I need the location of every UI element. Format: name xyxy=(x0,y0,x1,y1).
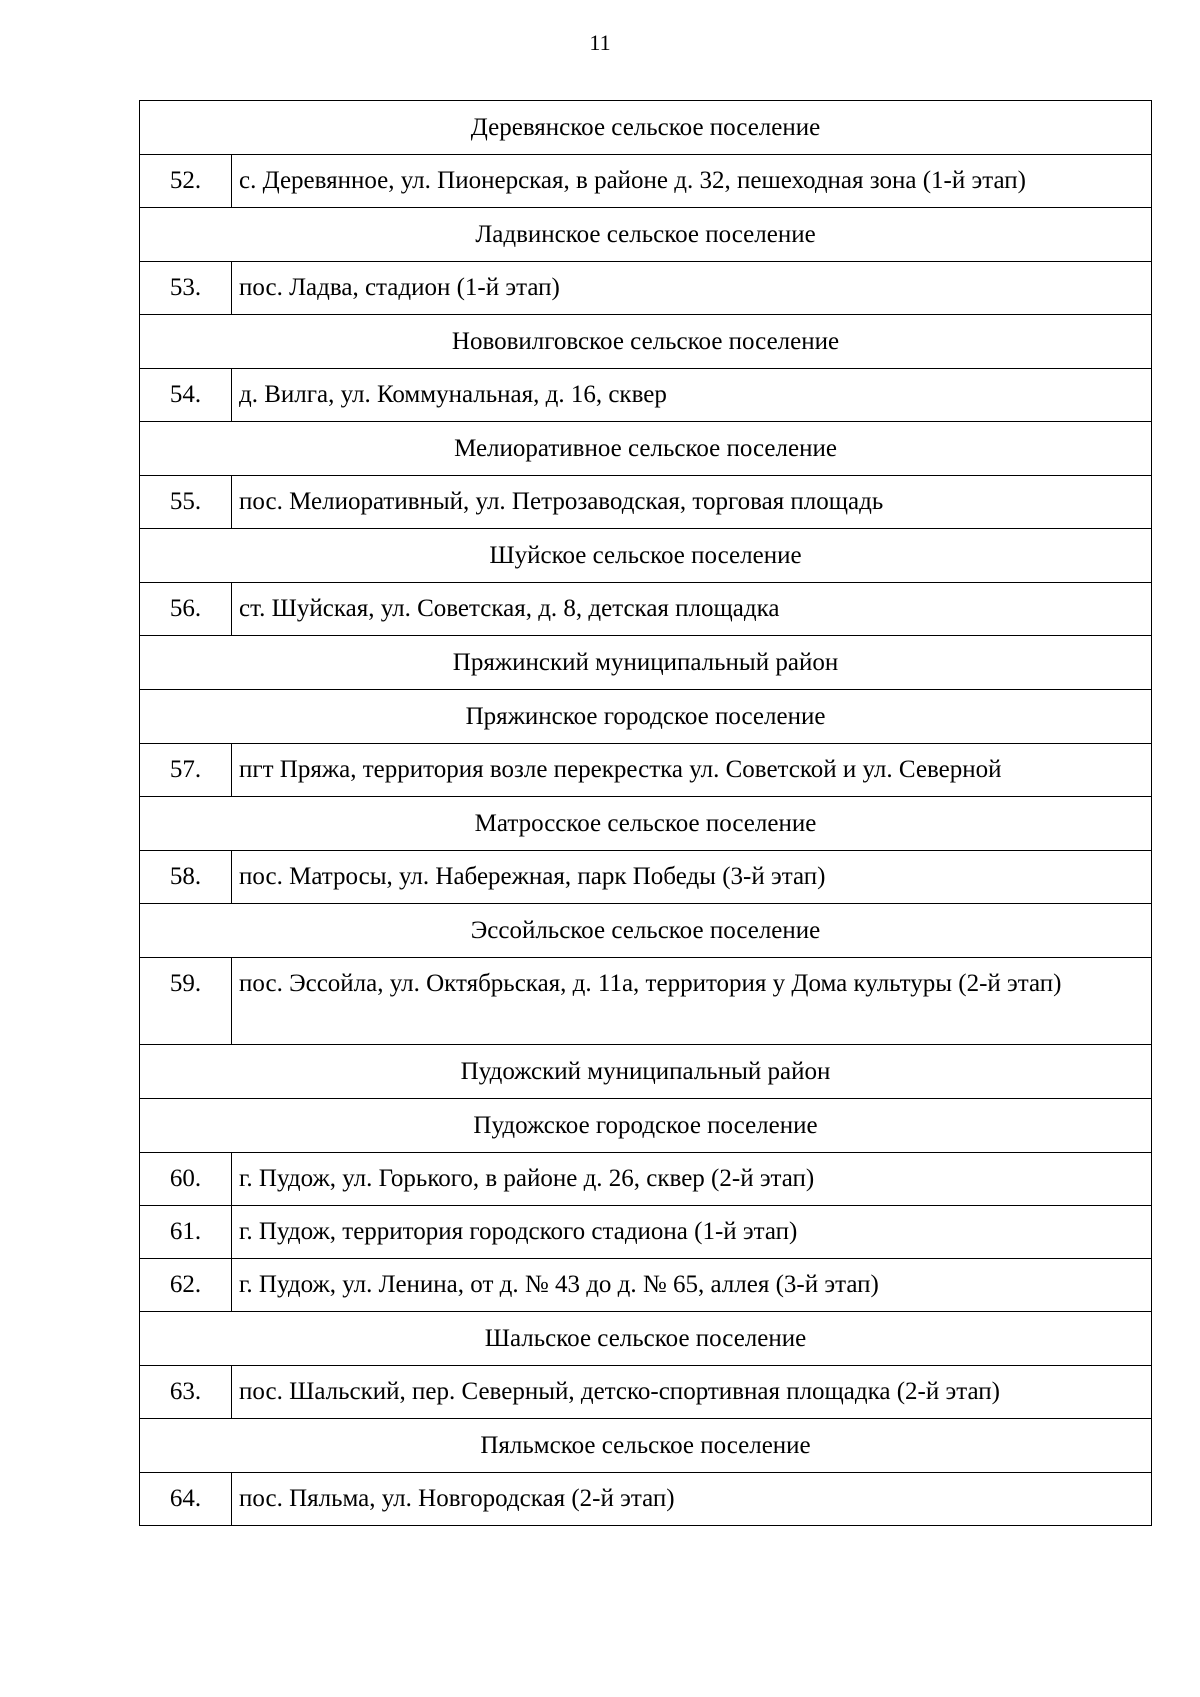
row-location: пос. Ладва, стадион (1-й этап) xyxy=(232,262,1152,315)
section-header: Ладвинское сельское поселение xyxy=(140,208,1152,262)
section-header: Пудожский муниципальный район xyxy=(140,1045,1152,1099)
section-header-row xyxy=(140,1099,1152,1153)
row-location: ст. Шуйская, ул. Советская, д. 8, детская площадка xyxy=(232,583,1152,636)
table-row xyxy=(140,369,1152,422)
section-header-row xyxy=(140,636,1152,690)
section-header-row xyxy=(140,690,1152,744)
row-number: 54. xyxy=(140,369,232,422)
row-location: пос. Шальский, пер. Северный, детско-спортивная площадка (2-й этап) xyxy=(232,1366,1152,1419)
row-number: 63. xyxy=(140,1366,232,1419)
row-location: с. Деревянное, ул. Пионерская, в районе д. 32, пешеходная зона (1-й этап) xyxy=(232,155,1152,208)
row-location: пос. Мелиоративный, ул. Петрозаводская, торговая площадь xyxy=(232,476,1152,529)
table-row xyxy=(140,583,1152,636)
section-header: Матросское сельское поселение xyxy=(140,797,1152,851)
row-location: пос. Пяльма, ул. Новгородская (2-й этап) xyxy=(232,1473,1152,1526)
table-row xyxy=(140,1206,1152,1259)
table-row xyxy=(140,851,1152,904)
section-header-row xyxy=(140,1312,1152,1366)
section-header: Нововилговское сельское поселение xyxy=(140,315,1152,369)
table-row xyxy=(140,1473,1152,1526)
section-header-row xyxy=(140,1045,1152,1099)
row-location: г. Пудож, ул. Горького, в районе д. 26, сквер (2-й этап) xyxy=(232,1153,1152,1206)
section-header-row xyxy=(140,1419,1152,1473)
section-header: Пяльмское сельское поселение xyxy=(140,1419,1152,1473)
settlements-table-body xyxy=(140,101,1152,1526)
table-row xyxy=(140,1259,1152,1312)
table-row xyxy=(140,476,1152,529)
settlements-table xyxy=(139,100,1152,1526)
section-header-row xyxy=(140,904,1152,958)
section-header-row xyxy=(140,315,1152,369)
section-header-row xyxy=(140,101,1152,155)
section-header: Пряжинское городское поселение xyxy=(140,690,1152,744)
section-header: Шуйское сельское поселение xyxy=(140,529,1152,583)
row-location: пос. Эссойла, ул. Октябрьская, д. 11а, территория у Дома культуры (2-й этап) xyxy=(232,958,1152,1045)
row-number: 53. xyxy=(140,262,232,315)
section-header: Мелиоративное сельское поселение xyxy=(140,422,1152,476)
row-number: 60. xyxy=(140,1153,232,1206)
row-location: г. Пудож, ул. Ленина, от д. № 43 до д. № 65, аллея (3-й этап) xyxy=(232,1259,1152,1312)
row-location: г. Пудож, территория городского стадиона (1-й этап) xyxy=(232,1206,1152,1259)
table-row xyxy=(140,744,1152,797)
row-number: 52. xyxy=(140,155,232,208)
table-row xyxy=(140,1153,1152,1206)
section-header: Шальское сельское поселение xyxy=(140,1312,1152,1366)
row-number: 56. xyxy=(140,583,232,636)
section-header-row xyxy=(140,797,1152,851)
row-number: 58. xyxy=(140,851,232,904)
row-location: пгт Пряжа, территория возле перекрестка ул. Советской и ул. Северной xyxy=(232,744,1152,797)
row-number: 64. xyxy=(140,1473,232,1526)
section-header: Деревянское сельское поселение xyxy=(140,101,1152,155)
table-row xyxy=(140,262,1152,315)
row-number: 57. xyxy=(140,744,232,797)
page-number: 11 xyxy=(589,30,611,55)
section-header-row xyxy=(140,422,1152,476)
row-number: 55. xyxy=(140,476,232,529)
table-row xyxy=(140,1366,1152,1419)
row-location: д. Вилга, ул. Коммунальная, д. 16, сквер xyxy=(232,369,1152,422)
section-header: Эссойльское сельское поселение xyxy=(140,904,1152,958)
row-number: 62. xyxy=(140,1259,232,1312)
section-header-row xyxy=(140,529,1152,583)
row-location: пос. Матросы, ул. Набережная, парк Победы (3-й этап) xyxy=(232,851,1152,904)
table-row xyxy=(140,958,1152,1045)
row-number: 61. xyxy=(140,1206,232,1259)
table-row xyxy=(140,155,1152,208)
section-header-row xyxy=(140,208,1152,262)
section-header: Пряжинский муниципальный район xyxy=(140,636,1152,690)
row-number: 59. xyxy=(140,958,232,1045)
section-header: Пудожское городское поселение xyxy=(140,1099,1152,1153)
